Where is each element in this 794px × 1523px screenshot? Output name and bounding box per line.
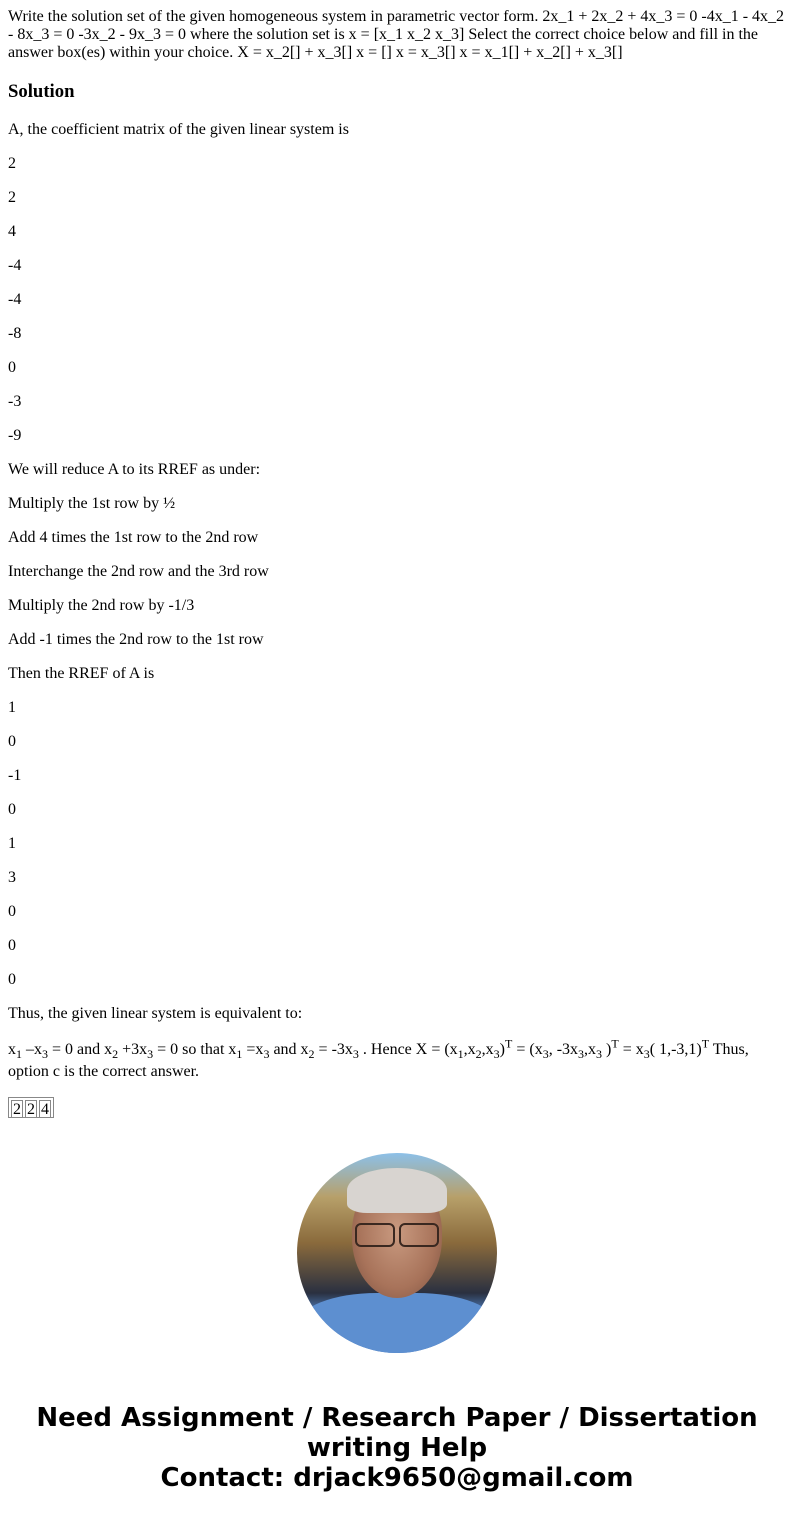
equation-text: = x (618, 1041, 644, 1058)
equation-text: . Hence X = (x (358, 1041, 458, 1058)
rref-entry: 0 (8, 801, 16, 818)
matrix-a-entry: -4 (8, 257, 22, 274)
subscript: 3 (596, 1047, 603, 1062)
subscript: 1 (16, 1047, 22, 1062)
subscript: 3 (263, 1047, 270, 1062)
banner-contact[interactable]: Contact: drjack9650@gmail.com (160, 1463, 634, 1493)
equation-text: –x (22, 1041, 42, 1058)
matrix-rref (8, 699, 786, 989)
subscript: 3 (42, 1047, 48, 1062)
superscript: T (701, 1036, 710, 1051)
step: Multiply the 1st row by ½ (8, 495, 176, 512)
subscript: 1 (457, 1047, 464, 1062)
subscript: 2 (112, 1047, 119, 1062)
superscript: T (611, 1036, 619, 1051)
answer-cell: 2 (13, 1101, 21, 1118)
equation-text: x (8, 1041, 16, 1058)
matrix-a-entry: -8 (8, 325, 22, 342)
contact-banner (0, 1403, 794, 1493)
equation-text: ( 1,-3,1) (649, 1041, 702, 1058)
subscript: 2 (308, 1047, 315, 1062)
matrix-a (8, 155, 786, 445)
question-text: Write the solution set of the given homogeneous system in parametric vector form. 2x_1 + 2x_2 + 4x_3 = 0 -4x_1 - 4x_2 - 8x_3 = 0 -3x_2 - 9x_3 = 0 where the solution set is x = [x_1 x_2 x_3] Select the correct choice below and fill in the answer box(es) within your choice. X = x_2[] + x_3[] x = [] x = x_3[] x = x_1[] + x_2[] + x_3[] (8, 8, 785, 61)
equation-text: = (x (512, 1041, 543, 1058)
step: Add 4 times the 1st row to the 2nd row (8, 529, 259, 546)
equation-text: ,x (481, 1041, 494, 1058)
answer-cell: 2 (27, 1101, 35, 1118)
equation-text: , -3x (548, 1041, 579, 1058)
step: Multiply the 2nd row by -1/3 (8, 597, 195, 614)
matrix-a-entry: 0 (8, 359, 16, 376)
equation-text: ) (602, 1041, 612, 1058)
equation-text: and x (269, 1041, 309, 1058)
subscript: 3 (352, 1047, 359, 1062)
rref-entry: 1 (8, 835, 16, 852)
subscript: 3 (578, 1047, 585, 1062)
matrix-a-entry: 2 (8, 155, 16, 172)
rref-entry: 0 (8, 971, 16, 988)
equation-text: =x (242, 1041, 264, 1058)
rref-intro: We will reduce A to its RREF as under: (8, 461, 261, 478)
author-photo (297, 1153, 497, 1353)
step: Add -1 times the 2nd row to the 1st row (8, 631, 264, 648)
rref-entry: 0 (8, 733, 16, 750)
equation-text: Thus, option c is the correct answer. (8, 1041, 749, 1080)
equation-text: = 0 so that x (153, 1041, 237, 1058)
answer-cell: 4 (41, 1101, 49, 1118)
rref-entry: 1 (8, 699, 16, 716)
equation-text: ,x (584, 1041, 597, 1058)
subscript: 3 (147, 1047, 154, 1062)
equation-text: = -3x (314, 1041, 353, 1058)
superscript: T (505, 1036, 513, 1051)
subscript: 3 (542, 1047, 549, 1062)
matrix-a-entry: -3 (8, 393, 22, 410)
subscript: 1 (236, 1047, 243, 1062)
subscript: 3 (643, 1047, 650, 1062)
step: Interchange the 2nd row and the 3rd row (8, 563, 269, 580)
banner-line: writing Help (306, 1433, 488, 1463)
coef-intro: A, the coefficient matrix of the given linear system is (8, 121, 349, 138)
subscript: 2 (475, 1047, 482, 1062)
rref-label: Then the RREF of A is (8, 665, 155, 682)
solution-heading: Solution (8, 81, 75, 102)
solution-equation (8, 1036, 786, 1083)
equation-text: ,x (463, 1041, 476, 1058)
matrix-a-entry: 4 (8, 223, 16, 240)
equation-text: = 0 and x (48, 1041, 113, 1058)
rref-entry: 0 (8, 937, 16, 954)
subscript: 3 (493, 1047, 500, 1062)
banner-line: Need Assignment / Research Paper / Dissertation (36, 1403, 758, 1433)
answer-table (8, 1097, 54, 1118)
equation-text: ) (499, 1041, 505, 1058)
matrix-a-entry: -9 (8, 427, 22, 444)
equivalence-text: Thus, the given linear system is equivalent to: (8, 1005, 303, 1022)
glasses-icon (355, 1223, 439, 1245)
rref-entry: 3 (8, 869, 16, 886)
rref-entry: 0 (8, 903, 16, 920)
matrix-a-entry: 2 (8, 189, 16, 206)
rref-entry: -1 (8, 767, 22, 784)
matrix-a-entry: -4 (8, 291, 22, 308)
equation-text: +3x (118, 1041, 148, 1058)
